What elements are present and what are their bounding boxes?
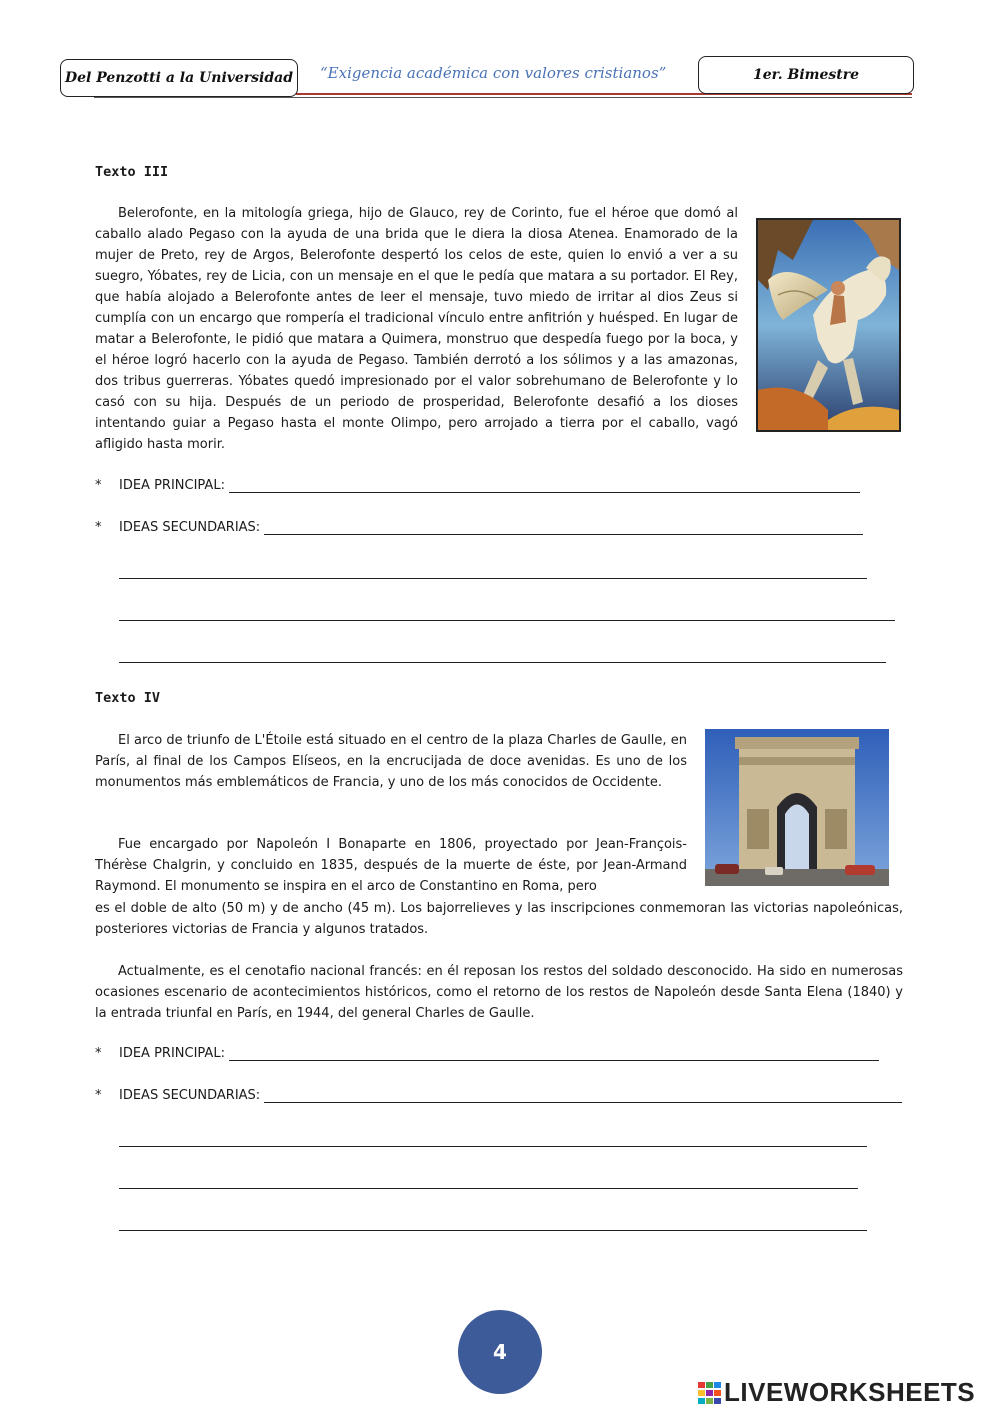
bimester-box (698, 56, 914, 94)
school-slogan-box (60, 59, 298, 97)
liveworksheets-wordmark: LIVEWORKSHEETS (724, 1377, 976, 1407)
text3-secondary-ideas-row (95, 520, 863, 535)
text3-secondary-ideas-answer-line[interactable] (264, 520, 863, 535)
text4-answer-line-1[interactable] (119, 1146, 867, 1147)
text3-main-idea-answer-line[interactable] (229, 478, 860, 493)
arc-de-triomphe-illustration (705, 729, 889, 886)
bullet-asterisk: * (95, 1046, 102, 1061)
bullet-asterisk: * (95, 520, 102, 535)
text4-title: Texto IV (95, 690, 161, 706)
text3-title: Texto III (95, 164, 169, 180)
text4-main-idea-row (95, 1046, 879, 1061)
pegasus-illustration (758, 220, 899, 430)
text4-paragraph-1: El arco de triunfo de L'Étoile está situado en el centro de la plaza Charles de Gaulle, en París, al final de los Campos Elíseos, en la encrucijada de doce avenidas. Es uno de los monumentos más emblemáticos de Francia, y uno de los más conocidos de Occidente. (95, 733, 687, 790)
text3-main-idea-row (95, 478, 860, 493)
text3-answer-line-1[interactable] (119, 578, 867, 579)
text4-main-idea-answer-line[interactable] (229, 1046, 879, 1061)
header-motto: “Exigencia académica con valores cristianos” (320, 64, 667, 82)
text4-main-idea-label: IDEA PRINCIPAL: (119, 1046, 225, 1061)
text4-paragraph-3: Actualmente, es el cenotafio nacional francés: en él reposan los restos del soldado desconocido. Ha sido en numerosas ocasiones escenario de acontecimientos históricos, como el retorno de los restos de Napoleón desde Santa Elena (1840) y la entrada triunfal en París, en 1944, del general Charles de Gaulle. (95, 964, 903, 1021)
text4-answer-line-2[interactable] (119, 1188, 858, 1189)
text3-answer-line-2[interactable] (119, 620, 895, 621)
liveworksheets-logo-icon (698, 1382, 722, 1404)
page-number-badge (458, 1310, 542, 1394)
arc-de-triomphe-image (705, 729, 889, 886)
bimester-label: 1er. Bimestre (753, 67, 859, 83)
school-slogan: Del Penzotti a la Universidad (64, 70, 294, 86)
text3-main-idea-label: IDEA PRINCIPAL: (119, 478, 225, 493)
text4-secondary-ideas-label: IDEAS SECUNDARIAS: (119, 1088, 261, 1103)
text4-secondary-ideas-row (95, 1088, 902, 1103)
text4-paragraph-2a: Fue encargado por Napoleón I Bonaparte en 1806, proyectado por Jean-François-Thérèse Chalgrin, y concluido en 1835, después de la muerte de éste, por Jean-Armand Raymond. El monumento se inspira en el arco de Constantino en Roma, pero (95, 837, 687, 894)
pegasus-image (756, 218, 901, 432)
bullet-asterisk: * (95, 1088, 102, 1103)
text4-paragraph-2b: es el doble de alto (50 m) y de ancho (45 m). Los bajorrelieves y las inscripciones conmemoran las victorias napoleónicas, posteriores victorias de Francia y algunos tratados. (95, 901, 903, 937)
text3-paragraph: Belerofonte, en la mitología griega, hijo de Glauco, rey de Corinto, fue el héroe que domó al caballo alado Pegaso con la ayuda de una brida que le diera la diosa Atenea. Enamorado de la mujer de Preto, rey de Argos, Belerofonte despertó los celos de este, quien lo envió a ver a su suegro, Yóbates, rey de Licia, con un mensaje en el que le pedía que matara a su portador. El Rey, que había alojado a Belerofonte antes de leer el mensaje, tuvo miedo de irritar al dios Zeus si cumplía con un encargo que rompería el tradicional vínculo entre anfitrión y huésped. En lugar de matar a Belerofonte, le pidió que matara a Quimera, monstruo que despedía fuego por la boca, y el héroe logró hacerlo con la ayuda de Pegaso. También derrotó a los sólimos y a las amazonas, dos tribus guerreras. Yóbates quedó impresionado por el valor sobrehumano de Belerofonte y lo casó con su hija. Después de un periodo de prosperidad, Belerofonte desafió a los dioses intentando guiar a Pegaso hasta el monte Olimpo, pero arrojado a tierra por el caballo, vagó afligido hasta morir. (95, 206, 738, 452)
text4-secondary-ideas-answer-line[interactable] (264, 1088, 902, 1103)
header-rule (94, 97, 912, 98)
text3-secondary-ideas-label: IDEAS SECUNDARIAS: (119, 520, 261, 535)
liveworksheets-brand (698, 1377, 975, 1408)
bullet-asterisk: * (95, 478, 102, 493)
text3-answer-line-3[interactable] (119, 662, 886, 663)
text4-answer-line-3[interactable] (119, 1230, 867, 1231)
page-number: 4 (493, 1340, 507, 1364)
